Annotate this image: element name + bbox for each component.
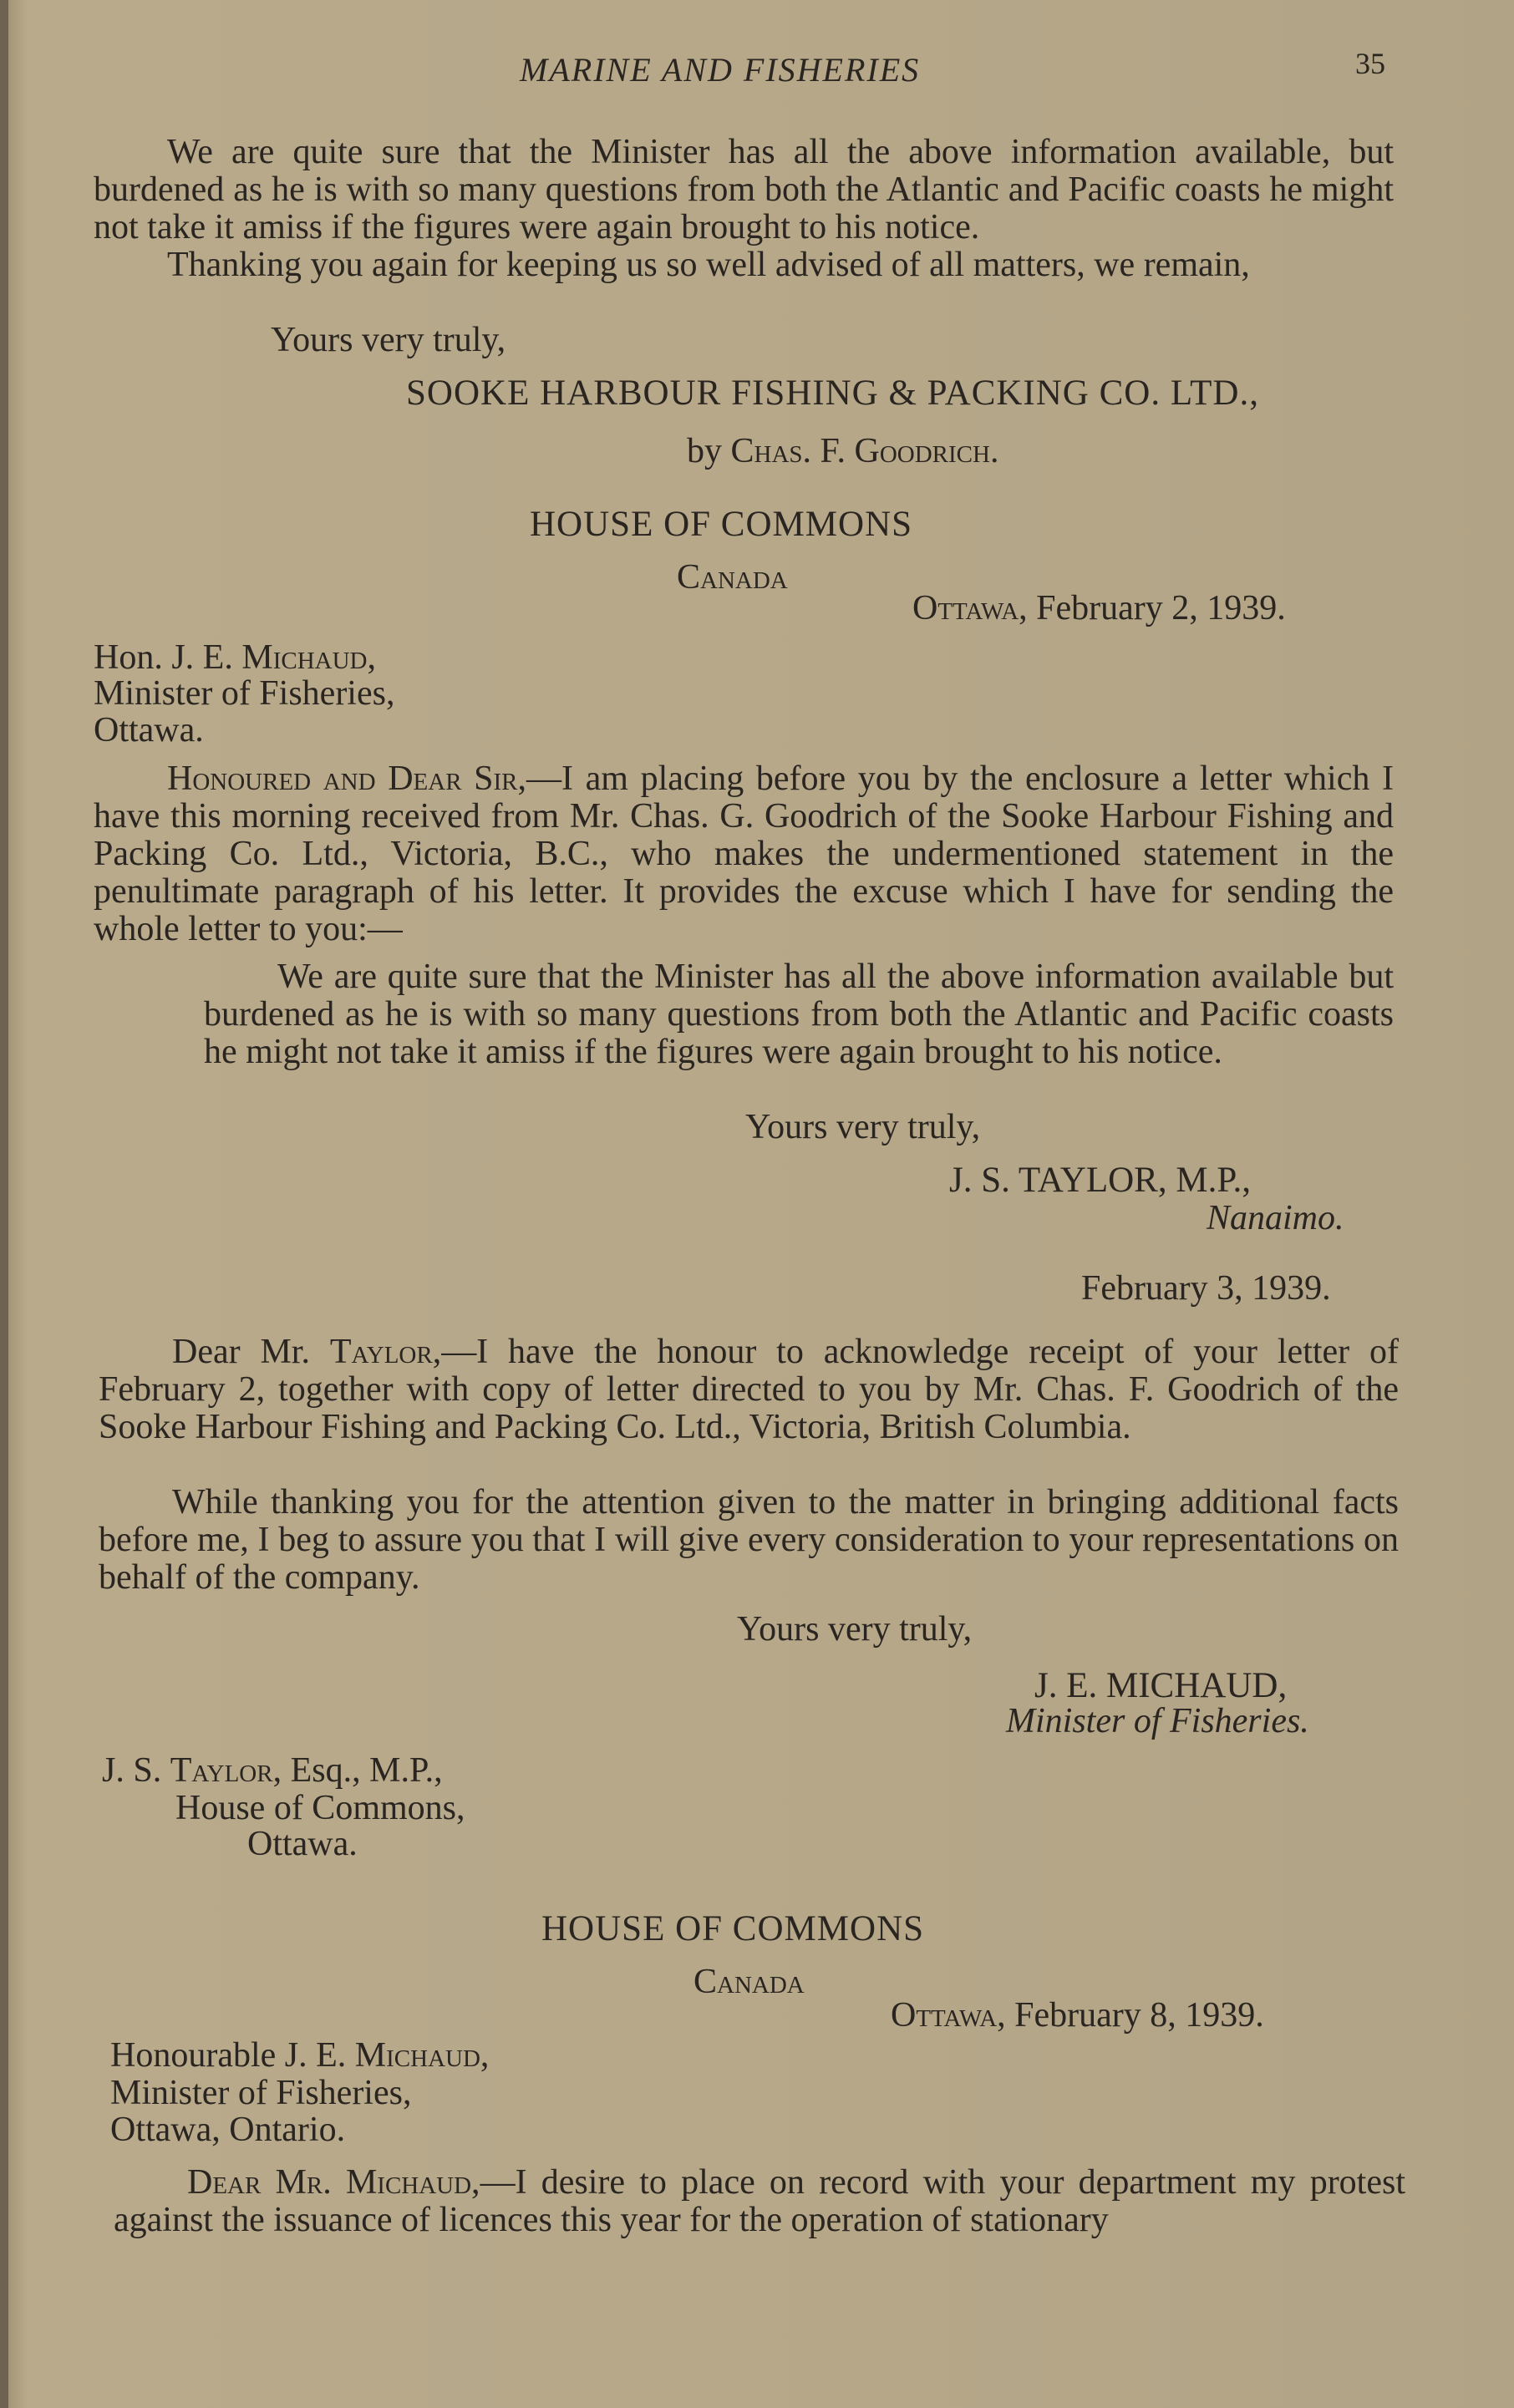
letter4-date: February 8, 1939. (1014, 1996, 1264, 2035)
letter2-salutation: Honoured and Dear Sir, (167, 759, 527, 798)
letter3-addressee-line2: House of Commons, (175, 1789, 465, 1827)
letter1-para2: Thanking you again for keeping us so well advised of all matters, we remain, (167, 246, 1250, 284)
letter3-salutation-name: Taylor, (329, 1333, 442, 1371)
letter2-addressee-line3: Ottawa. (94, 711, 204, 749)
signature-name: Chas. F. Goodrich. (730, 432, 999, 470)
letter4-heading: HOUSE OF COMMONS (541, 1909, 925, 1948)
letter2-signer-place: Nanaimo. (1207, 1199, 1344, 1237)
letter3-body1 (99, 1334, 1399, 1446)
letter2-signer: J. S. TAYLOR, M.P., (949, 1161, 1251, 1200)
book-spine-edge (0, 0, 8, 2408)
letter3-addressee-line3: Ottawa. (247, 1825, 358, 1863)
page-number: 35 (1355, 47, 1385, 80)
letter1-closing: Yours very truly, (271, 321, 506, 359)
letter3-body2: While thanking you for the attention given to the matter in bringing additional facts before me, I beg to assure you that I will give every consideration to your representations on behalf of the company. (99, 1483, 1399, 1597)
letter2-body (94, 760, 1394, 948)
letter4-body-text: —I desire to place on record with your department my protest against the issuance of licences this year for the operation of stationary (114, 2163, 1405, 2239)
addressee-suffix: Esq., M.P., (290, 1751, 443, 1790)
letter4-addressee-line2: Minister of Fisheries, (110, 2074, 412, 2112)
letter4-dateline (891, 1995, 1264, 2035)
letter1-para1: We are quite sure that the Minister has all the above information available, but burdened as he is with so many questions from both the Atlantic and Pacific coasts he might not take it amiss if the figures were again brought to his notice. (94, 133, 1394, 246)
letter1-signature (687, 431, 998, 471)
letter1-company: SOOKE HARBOUR FISHING & PACKING CO. LTD., (406, 373, 1259, 413)
letter2-heading: HOUSE OF COMMONS (530, 505, 913, 544)
letter4-subheading: Canada (693, 1963, 805, 2001)
addressee-surname: Taylor, (170, 1751, 282, 1790)
letter3-closing: Yours very truly, (737, 1610, 973, 1649)
letter2-place: Ottawa, (912, 589, 1028, 627)
letter2-subheading: Canada (677, 558, 788, 597)
letter4-salutation: Dear Mr. Michaud, (187, 2163, 480, 2202)
letter3-signer-title: Minister of Fisheries. (1006, 1702, 1309, 1740)
signature-by: by (687, 432, 722, 470)
addressee-prefix: Hon. J. E. (94, 638, 233, 677)
addressee-initials: J. S. (102, 1751, 162, 1790)
letter3-salutation-prefix: Dear Mr. (172, 1333, 310, 1371)
letter2-addressee-line2: Minister of Fisheries, (94, 674, 395, 713)
letter4-place: Ottawa, (891, 1996, 1006, 2035)
letter2-dateline (912, 588, 1286, 628)
letter3-date: February 3, 1939. (1081, 1269, 1331, 1308)
letter3-body1-text: —I have the honour to acknowledge receipt of your letter of February 2, together with copy of letter directed to you by Mr. Chas. F. Goodrich of the Sooke Harbour Fishing and Packing Co. Ltd., Victoria, British Columbia. (99, 1333, 1399, 1446)
letter3-addressee-line1 (102, 1750, 443, 1791)
running-header: MARINE AND FISHERIES (520, 51, 921, 89)
letter4-addressee-line1 (110, 2035, 489, 2075)
letter2-closing: Yours very truly, (745, 1108, 981, 1146)
letter2-addressee-line1 (94, 638, 376, 678)
letter2-date: February 2, 1939. (1036, 589, 1286, 627)
letter4-addressee-line3: Ottawa, Ontario. (110, 2111, 346, 2149)
letter3-signer: J. E. MICHAUD, (1034, 1666, 1288, 1705)
letter2-quote: We are quite sure that the Minister has all the above information available but burdened as he is with so many questions from both the Atlantic and Pacific coasts he might not take it amiss if the figures were again brought to his notice. (204, 958, 1394, 1071)
addressee-prefix: Honourable J. E. (110, 2036, 347, 2075)
letter4-body (114, 2164, 1405, 2239)
addressee-name: Michaud, (354, 2036, 490, 2075)
letter2-body-text: —I am placing before you by the enclosure a letter which I have this morning received from Mr. Chas. G. Goodrich of the Sooke Harbour Fishing and Packing Co. Ltd., Victoria, B.C., who makes the undermentioned statement in the penultimate paragraph of his letter. It provides the excuse which I have for sending the whole letter to you:— (94, 759, 1394, 948)
addressee-name: Michaud, (241, 638, 376, 677)
